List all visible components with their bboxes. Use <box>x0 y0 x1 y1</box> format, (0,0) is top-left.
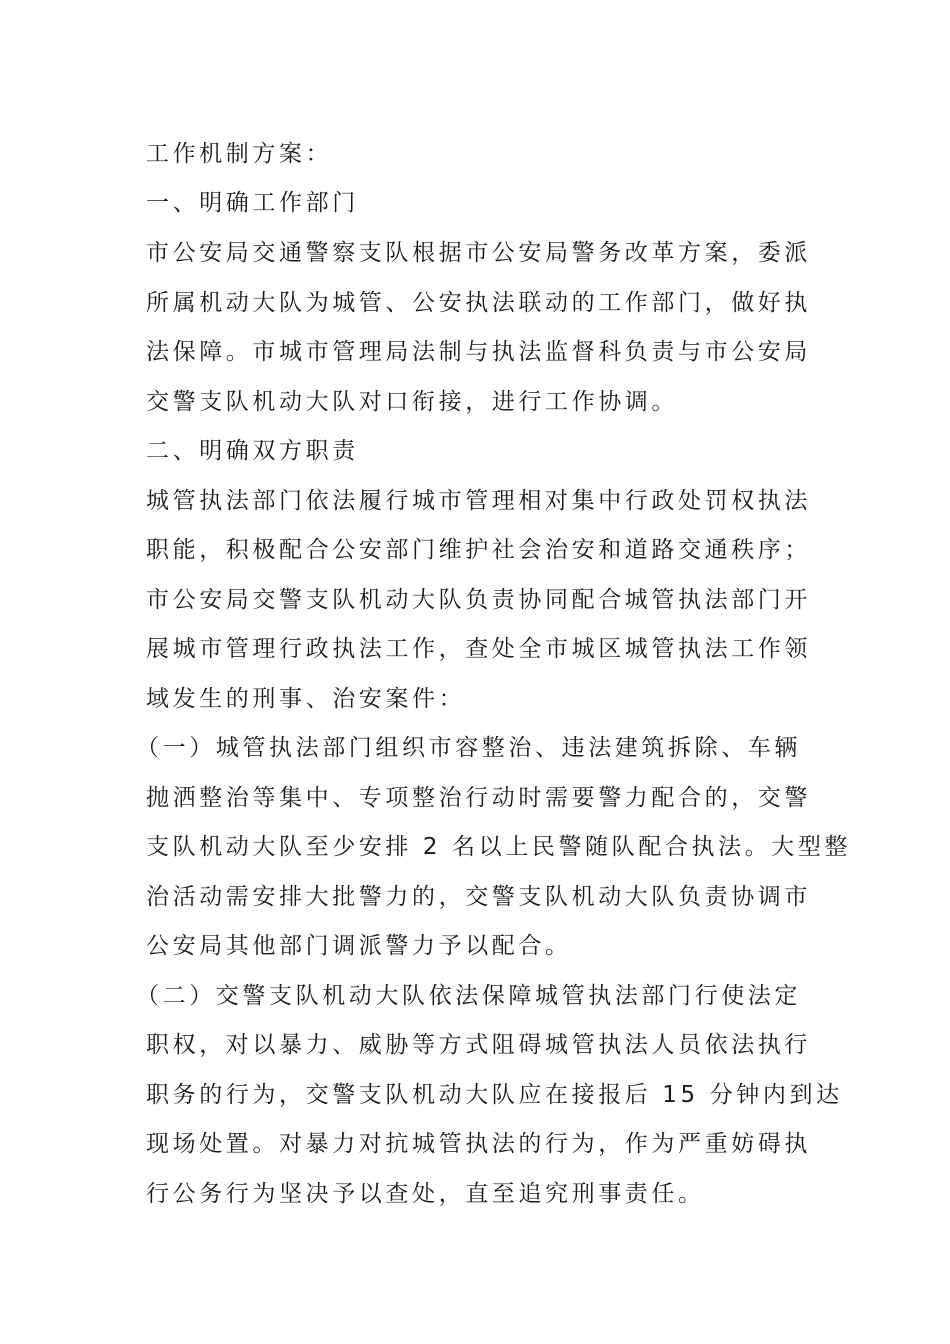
section-heading-1: 一、明确工作部门 <box>146 190 359 216</box>
item-1-line-4: 治活动需安排大批警力的，交警支队机动大队负责协调市 <box>146 884 811 910</box>
paragraph-1-line-1: 市公安局交通警察支队根据市公安局警务改革方案，委派 <box>146 240 811 266</box>
item-2-line-5: 行公务行为坚决予以查处，直至追究刑事责任。 <box>146 1181 705 1207</box>
section-intro-heading: 工作机制方案： <box>146 141 333 167</box>
section-heading-2: 二、明确双方职责 <box>146 438 359 464</box>
paragraph-2-line-1: 城管执法部门依法履行城市管理相对集中行政处罚权执法 <box>146 488 811 514</box>
item-2-line-3: 职务的行为，交警支队机动大队应在接报后 15 分钟内到达 <box>146 1082 843 1108</box>
item-2-line-1: （二）交警支队机动大队依法保障城管执法部门行使法定 <box>136 983 801 1009</box>
paragraph-2-line-5: 域发生的刑事、治安案件： <box>146 686 466 712</box>
paragraph-2-line-4: 展城市管理行政执法工作，查处全市城区城管执法工作领 <box>146 636 811 662</box>
paragraph-1-line-3: 法保障。市城市管理局法制与执法监督科负责与市公安局 <box>146 339 811 365</box>
item-1-line-5: 公安局其他部门调派警力予以配合。 <box>146 933 572 959</box>
item-1-line-3: 支队机动大队至少安排 2 名以上民警随队配合执法。大型整 <box>146 834 852 860</box>
item-1-line-2: 抛洒整治等集中、专项整治行动时需要警力配合的，交警 <box>146 785 811 811</box>
item-2-line-4: 现场处置。对暴力对抗城管执法的行为，作为严重妨碍执 <box>146 1131 811 1157</box>
item-1-line-1: （一）城管执法部门组织市容整治、违法建筑拆除、车辆 <box>136 735 801 761</box>
paragraph-1-line-2: 所属机动大队为城管、公安执法联动的工作部门，做好执 <box>146 290 811 316</box>
item-2-line-2: 职权，对以暴力、威胁等方式阻碍城管执法人员依法执行 <box>146 1032 811 1058</box>
paragraph-2-line-3: 市公安局交警支队机动大队负责协同配合城管执法部门开 <box>146 587 811 613</box>
paragraph-2-line-2: 职能，积极配合公安部门维护社会治安和道路交通秩序； <box>146 537 811 563</box>
paragraph-1-line-4: 交警支队机动大队对口衔接，进行工作协调。 <box>146 389 678 415</box>
